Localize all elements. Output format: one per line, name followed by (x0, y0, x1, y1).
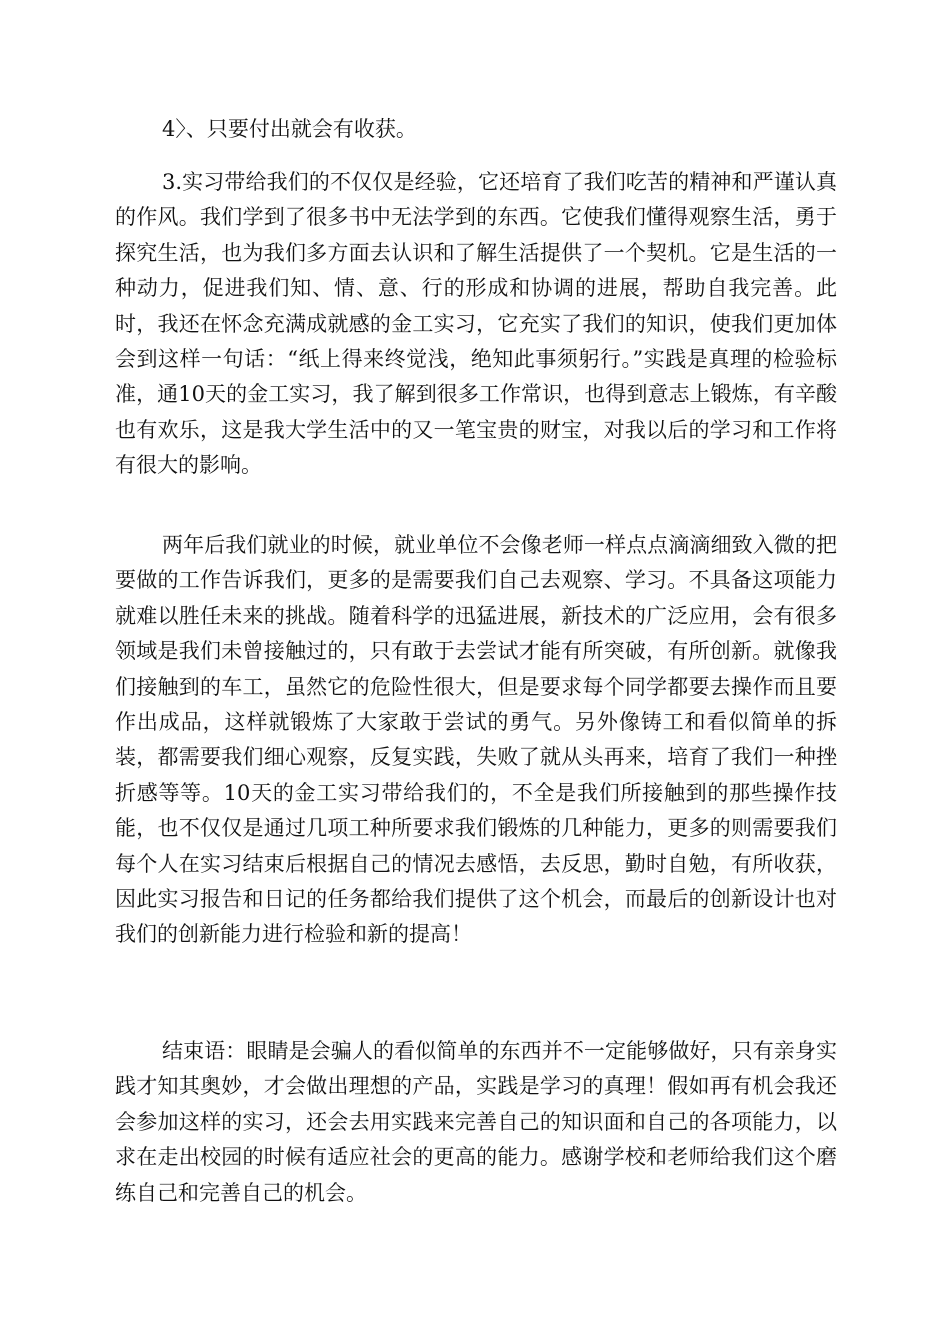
paragraph-practice-benefits: 3.实习带给我们的不仅仅是经验，它还培育了我们吃苦的精神和严谨认真的作风。我们学到了很多书中无法学到的东西。它使我们懂得观察生活，勇于探究生活，也为我们多方面去认识和了解生活提供了一个契机。它是生活的一种动力，促进我们知、情、意、行的形成和协调的进展，帮助自我完善。此时，我还在怀念充满成就感的金工实习，它充实了我们的知识，使我们更加体会到这样一句话：“纸上得来终觉浅，绝知此事须躬行。”实践是真理的检验标准，通10天的金工实习，我了解到很多工作常识，也得到意志上锻炼，有辛酸也有欢乐，这是我大学生活中的又一笔宝贵的财宝，对我以后的学习和工作将有很大的影响。 (115, 170, 837, 478)
paragraph-future-employment: 两年后我们就业的时候，就业单位不会像老师一样点点滴滴细致入微的把要做的工作告诉我们，更多的是需要我们自己去观察、学习。不具备这项能力就难以胜任未来的挑战。随着科学的迅猛进展，新技术的广泛应用，会有很多领域是我们未曾接触过的，只有敢于去尝试才能有所突破，有所创新。就像我们接触到的车工，虽然它的危险性很大，但是要求每个同学都要去操作而且要作出成品，这样就锻炼了大家敢于尝试的勇气。另外像铸工和看似简单的拆装，都需要我们细心观察，反复实践，失败了就从头再来，培育了我们一种挫折感等等。10天的金工实习带给我们的，不全是我们所接触到的那些操作技能，也不仅仅是通过几项工种所要求我们锻炼的几种能力，更多的则需要我们每个人在实习结束后根据自己的情况去感悟，去反思，勤时自勉，有所收获，因此实习报告和日记的任务都给我们提供了这个机会，而最后的创新设计也对我们的创新能力进行检验和新的提高！ (115, 533, 837, 947)
paragraph-conclusion: 结束语：眼睛是会骗人的看似简单的东西并不一定能够做好，只有亲身实践才知其奥妙，才会做出理想的产品，实践是学习的真理！假如再有机会我还会参加这样的实习，还会去用实践来完善自己的知识面和自己的各项能力，以求在走出校园的时候有适应社会的更高的能力。感谢学校和老师给我们这个磨练自己和完善自己的机会。 (115, 1039, 837, 1205)
list-item-4: 4〉、只要付出就会有收获。 (162, 117, 417, 141)
